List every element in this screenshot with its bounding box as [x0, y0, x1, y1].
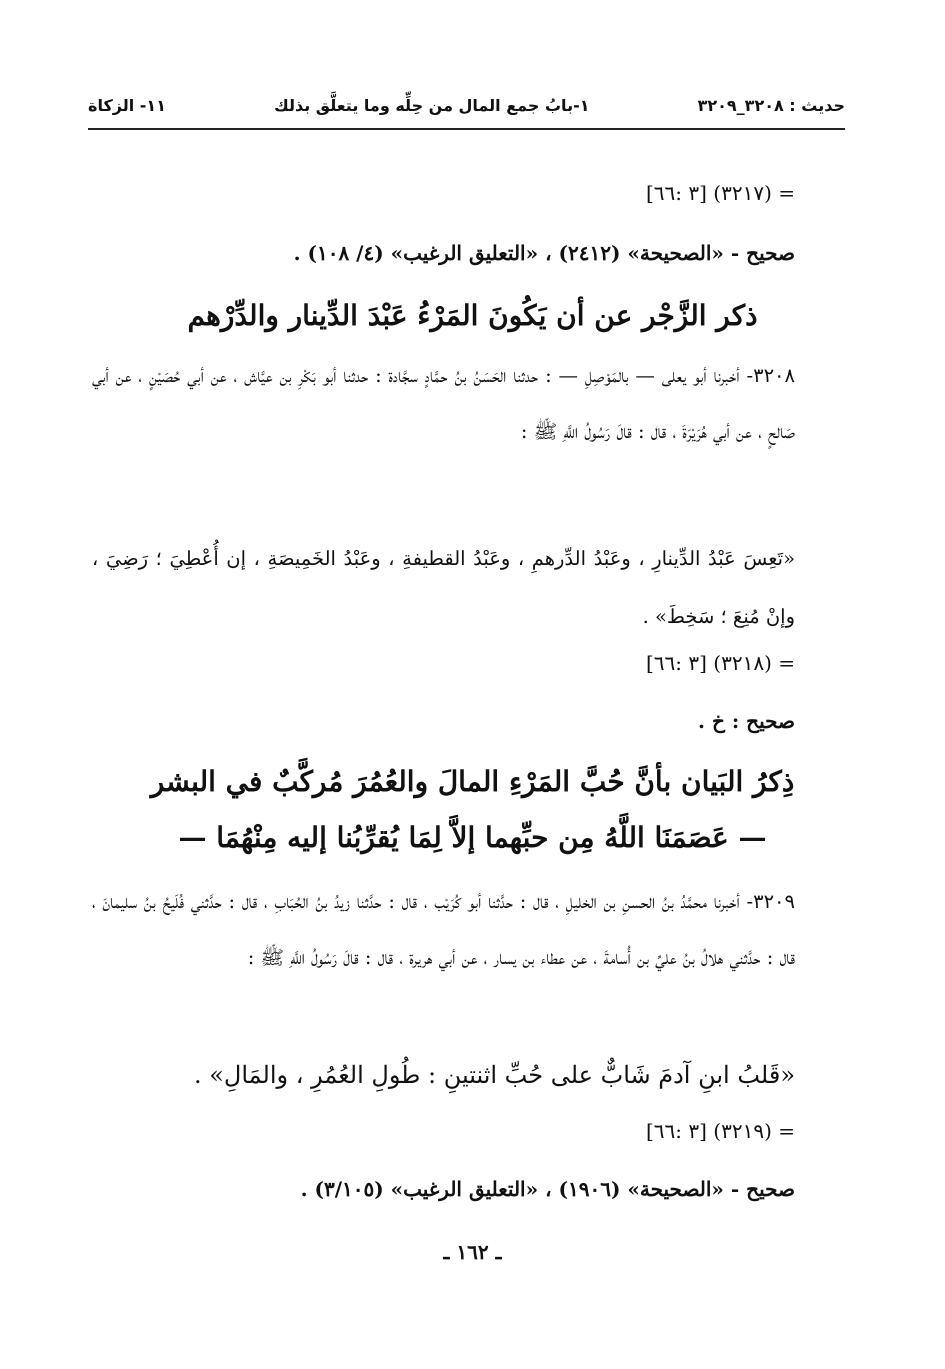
isnad-3208: ٣٢٠٨- أخبرنا أبو يعلى — بالمَوْصِلِ — : حدثنا الحَسَنُ بنُ حمَّادٍ سجَّادة : حدثنا أبو بَكْرِ بن عيَّاش ، عن أبي حُصَيْنٍ ، عن أبي صَالحٍ ، عن أبي هُرَيْرَةَ ، قال : قالَ رَسُولُ اللَّهِ ﷺ : [92, 364, 795, 443]
chapter-heading-2b: — عَصَمَنَا اللَّهُ مِن حبِّهما إلاَّ لِمَا يُقرِّبُنا إليه مِنْهُمَا — [178, 821, 767, 854]
header-chapter: ١١- الزكاة [88, 95, 166, 115]
header-hadith-range: حديث : ٣٢٠٨_٣٢٠٩ [697, 95, 845, 115]
isnad-3209: ٣٢٠٩- أخبرنا محمَّدُ بنُ الحسنِ بن الخليلِ ، قال : حدَّثنا أبو كُرَيْب ، قال : حدَّثنا زيدُ بنُ الحُبَابِ ، قال : حدَّثني فُلَيحُ بنُ سليمانَ ، قال : حدَّثني هلالُ بنُ عليِّ بن أُسامةَ ، عن عطاء بن يسار ، عن أبي هريرة ، قال : قالَ رَسُولُ اللَّهِ ﷺ : [92, 890, 795, 969]
chapter-heading-2a: ذِكرُ البَيان بأنَّ حُبَّ المَرْءِ المالَ والعُمُرَ مُركَّبٌ في البشر [150, 765, 795, 798]
running-header [88, 88, 845, 122]
grade-3217: صحيح - «الصحيحة» (٢٤١٢) ، «التعليق الرغيب» (٤/ ١٠٨) . [293, 241, 795, 265]
reference-3219: = (٣٢١٩) [٣ :٦٦] [645, 1119, 795, 1143]
header-rule [88, 128, 845, 130]
reference-3217: = (٣٢١٧) [٣ :٦٦] [645, 181, 795, 205]
grade-3218: صحيح : خ . [698, 709, 795, 733]
reference-3218: = (٣٢١٨) [٣ :٦٦] [645, 651, 795, 675]
chapter-heading-1: ذكر الزَّجْر عن أن يَكُونَ المَرْءُ عَبْدَ الدِّينار والدِّرْهم [187, 299, 758, 332]
matn-3209: «قَلبُ ابنِ آدمَ شَابٌّ على حُبِّ اثنتينِ : طُولِ العُمُرِ ، والمَالِ» . [193, 1061, 795, 1089]
matn-3208: «تَعِسَ عَبْدُ الدِّينارِ ، وعَبْدُ الدِّرهمِ ، وعَبْدُ القطيفةِ ، وعَبْدُ الخَمِيصَةِ ، إن أُعْطِيَ ؛ رَضِيَ ، وإنْ مُنِعَ ؛ سَخِطَ» . [92, 547, 795, 628]
page-number: ـ ١٦٢ ـ [443, 1240, 502, 1264]
header-section: ١-بابُ جمع المال من حِلِّه وما يتعلَّق بذلك [274, 95, 590, 115]
grade-3219: صحيح - «الصحيحة» (١٩٠٦) ، «التعليق الرغيب» (٣/١٠٥) . [300, 1177, 795, 1201]
